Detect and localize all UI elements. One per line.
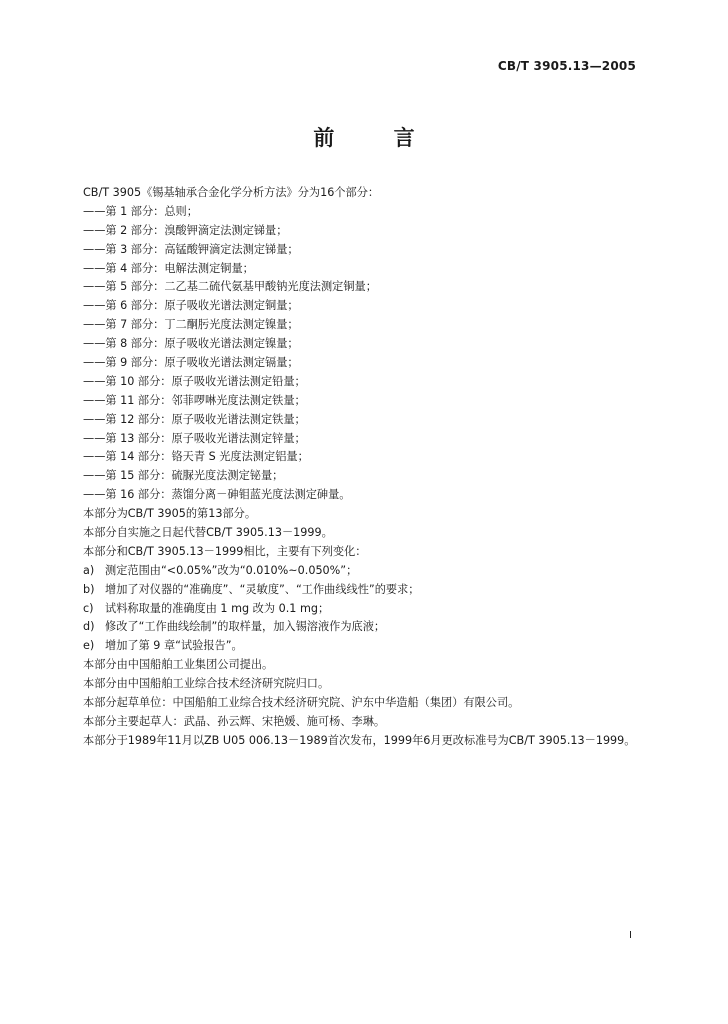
proposed-by: 本部分由中国船舶工业集团公司提出。	[83, 658, 274, 672]
list-item: ——第 5 部分：二乙基二硫代氨基甲酸钠光度法测定铜量；	[83, 280, 377, 294]
change-item	[57, 600, 657, 619]
change-label: b)	[83, 582, 95, 596]
this-part-statement: 本部分为CB/T 3905的第13部分。	[83, 507, 257, 521]
drafting-units: 本部分起草单位：中国船舶工业综合技术经济研究院、沪东中华造船（集团）有限公司。	[83, 696, 520, 710]
list-item: ——第 14 部分：铬天青 S 光度法测定铝量；	[83, 450, 309, 464]
list-item: ——第 11 部分：邻菲啰啉光度法测定铁量；	[83, 393, 306, 407]
change-label: c)	[83, 601, 94, 615]
list-item: ——第 8 部分：原子吸收光谱法测定镍量；	[83, 337, 299, 351]
list-item: ——第 15 部分：硫脲光度法测定铋量；	[83, 469, 284, 483]
managed-by: 本部分由中国船舶工业综合技术经济研究院归口。	[83, 677, 330, 691]
page-number: I	[629, 930, 632, 941]
drafters: 本部分主要起草人：武晶、孙云辉、宋艳媛、施可杨、李琳。	[83, 714, 386, 728]
change-label: a)	[83, 563, 95, 577]
list-item: ——第 10 部分：原子吸收光谱法测定铅量；	[83, 374, 306, 388]
list-item: ——第 1 部分：总则；	[83, 204, 198, 218]
list-item: ——第 7 部分：丁二酮肟光度法测定镍量；	[83, 318, 299, 332]
change-item	[57, 618, 657, 637]
list-item: ——第 6 部分：原子吸收光谱法测定铜量；	[83, 299, 299, 313]
changes-intro: 本部分和CB/T 3905.13－1999相比，主要有下列变化：	[83, 544, 367, 558]
parts-list	[57, 203, 657, 505]
change-item	[57, 562, 657, 581]
change-item	[57, 637, 657, 656]
change-text: 试料称取量的准确度由 1 mg 改为 0.1 mg；	[105, 601, 330, 615]
change-label: d)	[83, 620, 95, 634]
change-label: e)	[83, 639, 95, 653]
list-item: ——第 13 部分：原子吸收光谱法测定锌量；	[83, 431, 306, 445]
foreword-body	[57, 184, 657, 751]
list-item: ——第 12 部分：原子吸收光谱法测定铁量；	[83, 412, 306, 426]
change-text: 修改了“工作曲线绘制”的取样量，加入锡溶液作为底液；	[105, 620, 386, 634]
list-item: ——第 2 部分：溴酸钾滴定法测定锑量；	[83, 223, 288, 237]
standard-code: CB/T 3905.13—2005	[497, 59, 636, 73]
change-text: 测定范围由“<0.05%”改为“0.010%~0.050%”；	[105, 563, 358, 577]
intro-text: CB/T 3905《锡基轴承合金化学分析方法》分为16个部分：	[83, 186, 380, 199]
change-item	[57, 581, 657, 600]
page-title: 前 言	[313, 125, 441, 150]
change-text: 增加了对仪器的“准确度”、“灵敏度”、“工作曲线线性”的要求；	[105, 582, 420, 596]
list-item: ——第 9 部分：原子吸收光谱法测定镉量；	[83, 356, 299, 370]
change-text: 增加了第 9 章“试验报告”。	[105, 639, 243, 653]
list-item: ——第 4 部分：电解法测定铜量；	[83, 261, 254, 275]
list-item: ——第 3 部分：高锰酸钾滴定法测定锑量；	[83, 242, 299, 256]
changes-list	[57, 562, 657, 656]
replaces-statement: 本部分自实施之日起代替CB/T 3905.13－1999。	[83, 526, 333, 540]
history-statement: 本部分于1989年11月以ZB U05 006.13－1989首次发布，1999年6月更改标准号为CB/T 3905.13－1999。	[83, 733, 636, 747]
list-item: ——第 16 部分：蒸馏分离－砷钼蓝光度法测定砷量。	[83, 488, 351, 502]
